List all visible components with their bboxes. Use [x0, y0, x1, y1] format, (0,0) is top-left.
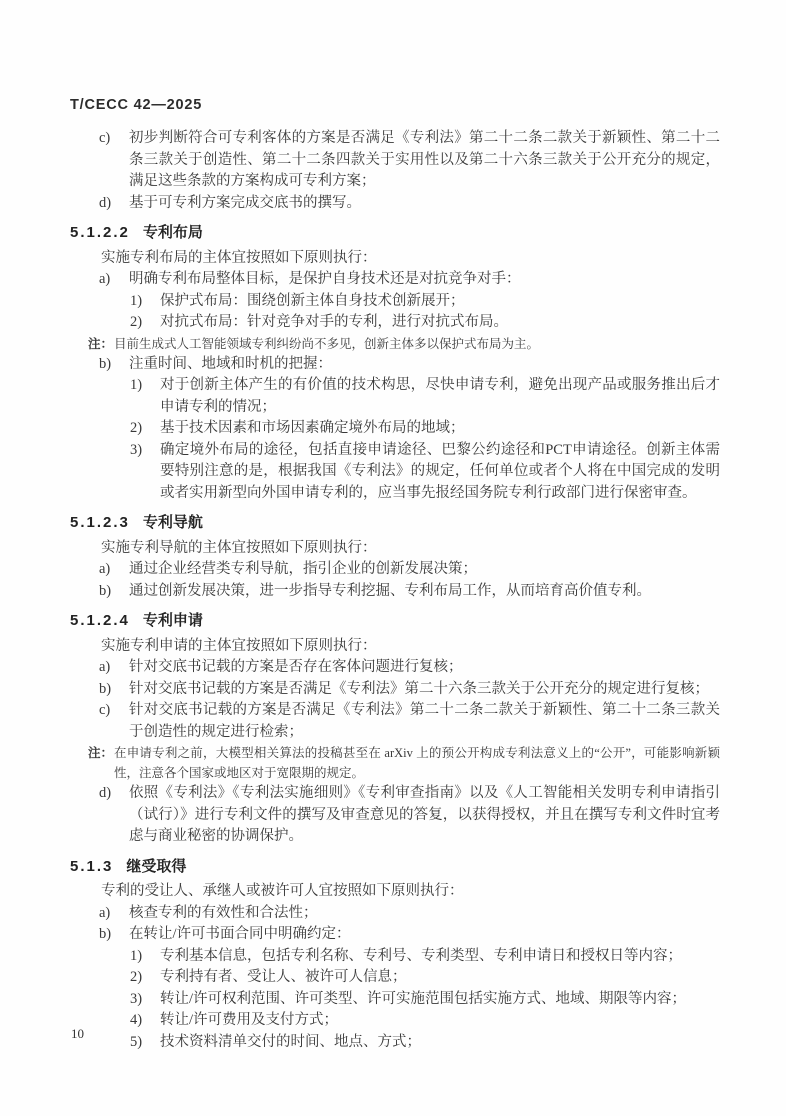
list-item-label: 4) [130, 1012, 143, 1028]
list-item [130, 967, 720, 989]
list-item [99, 128, 720, 193]
list-item [130, 312, 720, 334]
list-item-label: d) [99, 194, 112, 211]
list-item-text: 专利基本信息，包括专利名称、专利号、专利类型、专利申请日和授权日等内容； [160, 947, 682, 964]
document-body [70, 128, 720, 1053]
list-item-text: 转让/许可权利范围、许可类型、许可实施范围包括实施方式、地域、期限等内容； [160, 990, 687, 1007]
list-item-label: 1) [130, 292, 143, 309]
list-item-label: 1) [130, 377, 143, 393]
note-text: 目前生成式人工智能领域专利纠纷尚不多见，创新主体多以保护式布局为主。 [114, 336, 540, 351]
section-number: 5.1.3 [70, 857, 114, 875]
list-item-label: 3) [130, 990, 143, 1007]
list-item-text: 基于技术因素和市场因素确定境外布局的地域； [160, 420, 465, 436]
list-item-text: 专利持有者、受让人、被许可人信息； [160, 969, 407, 985]
list-item [130, 946, 720, 968]
list-item-text: 通过企业经营类专利导航，指引企业的创新发展决策； [129, 561, 477, 577]
list-item-text: 针对交底书记载的方案是否存在客体问题进行复核； [129, 659, 463, 675]
section-title: 专利布局 [142, 224, 203, 241]
list-item-label: b) [99, 680, 112, 697]
list-item-text: 对于创新主体产生的有价值的技术构思，尽快申请专利，避免出现产品或服务推出后才申请专利的情况； [160, 377, 720, 415]
section-title: 专利申请 [142, 612, 203, 629]
list-item-label: 5) [130, 1033, 143, 1050]
section-title: 专利导航 [142, 514, 203, 531]
note-label: 注： [88, 336, 114, 351]
list-item-text: 技术资料清单交付的时间、地点、方式； [160, 1033, 421, 1050]
list-item-label: b) [99, 582, 112, 599]
intro-paragraph: 实施专利申请的主体宜按照如下原则执行： [101, 637, 377, 654]
list-item [99, 193, 720, 215]
list-item [130, 1032, 720, 1054]
list-item-label: c) [99, 130, 111, 146]
list-item-text: 基于可专利方案完成交底书的撰写。 [129, 194, 361, 211]
section-heading [70, 610, 720, 632]
list-item-label: 2) [130, 420, 143, 436]
page-number: 10 [71, 1026, 84, 1041]
list-item-text: 针对交底书记载的方案是否满足《专利法》第二十二条二款关于新颖性、第二十二条三款关于创造性的规定进行检索； [129, 702, 720, 740]
list-item-text: 注重时间、地域和时机的把握： [129, 355, 332, 372]
list-item-text: 明确专利布局整体目标，是保护自身技术还是对抗竞争对手： [129, 271, 521, 287]
list-item-label: 2) [130, 969, 143, 985]
list-item-text: 依照《专利法》《专利法实施细则》《专利审查指南》以及《人工智能相关发明专利申请指引（试行）》进行专利文件的撰写及审查意见的答复，以获得授权，并且在撰写专利文件时宜考虑与商业秘密的协调保护。 [129, 785, 720, 844]
list-item-text: 通过创新发展决策，进一步指导专利挖掘、专利布局工作，从而培育高价值专利。 [129, 582, 651, 599]
list-item-text: 核查专利的有效性和合法性； [129, 904, 318, 921]
note-label: 注： [88, 746, 114, 760]
list-item-label: 1) [130, 947, 143, 964]
section-number: 5.1.2.2 [70, 224, 130, 241]
note [88, 334, 720, 354]
list-item-label: b) [99, 355, 112, 372]
list-item [130, 440, 720, 505]
list-item-text: 初步判断符合可专利客体的方案是否满足《专利法》第二十二条二款关于新颖性、第二十二条三款关于创造性、第二十二条四款关于实用性以及第二十六条三款关于公开充分的规定，满足这些条款的方案构成可专利方案； [129, 130, 720, 189]
section-title: 继受取得 [126, 857, 187, 875]
list-item [130, 291, 720, 313]
list-item-label: b) [99, 926, 112, 942]
section-heading [70, 222, 720, 244]
section-number: 5.1.2.4 [70, 612, 130, 629]
list-item-label: d) [99, 785, 112, 801]
list-item-text: 对抗式布局：针对竞争对手的专利，进行对抗式布局。 [160, 314, 508, 330]
list-item-text: 转让/许可费用及支付方式； [160, 1012, 339, 1028]
list-item [99, 269, 720, 291]
intro-paragraph: 专利的受让人、承继人或被许可人宜按照如下原则执行： [101, 883, 464, 899]
list-item [99, 581, 720, 603]
list-item-text: 在转让/许可书面合同中明确约定： [129, 926, 351, 942]
document-code-header: T/CECC 42—2025 [70, 97, 203, 113]
list-item-label: a) [99, 561, 111, 577]
list-item [99, 679, 720, 701]
list-item-label: 3) [130, 441, 143, 458]
list-item [130, 418, 720, 440]
list-item-label: a) [99, 659, 111, 675]
intro-paragraph: 实施专利导航的主体宜按照如下原则执行： [101, 539, 377, 556]
note [88, 743, 720, 783]
list-item [99, 700, 720, 743]
section-heading [70, 856, 720, 878]
intro-paragraph: 实施专利布局的主体宜按照如下原则执行： [101, 249, 377, 266]
list-item [99, 354, 720, 376]
list-item [99, 559, 720, 581]
list-item-text: 针对交底书记载的方案是否满足《专利法》第二十六条三款关于公开充分的规定进行复核； [129, 680, 709, 697]
list-item [130, 989, 720, 1011]
list-item-label: a) [99, 271, 111, 287]
list-item-text: 保护式布局：围绕创新主体自身技术创新展开； [160, 292, 465, 309]
note-text: 在申请专利之前，大模型相关算法的投稿甚至在 arXiv 上的预公开构成专利法意义上的“公开”，可能影响新颖性，注意各个国家或地区对于宽限期的规定。 [114, 746, 720, 780]
list-item [130, 1010, 720, 1032]
list-item [130, 375, 720, 418]
list-item-label: c) [99, 702, 111, 718]
list-item [99, 903, 720, 925]
list-item-label: a) [99, 904, 111, 921]
list-item [99, 924, 720, 946]
list-item-label: 2) [130, 314, 143, 330]
list-item-text: 确定境外布局的途径，包括直接申请途径、巴黎公约途径和PCT申请途径。创新主体需要特别注意的是，根据我国《专利法》的规定，任何单位或者个人将在中国完成的发明或者实用新型向外国申请专利的，应当事先报经国务院专利行政部门进行保密审查。 [160, 441, 720, 501]
section-heading [70, 512, 720, 534]
list-item [99, 657, 720, 679]
section-number: 5.1.2.3 [70, 514, 130, 531]
list-item [99, 783, 720, 848]
